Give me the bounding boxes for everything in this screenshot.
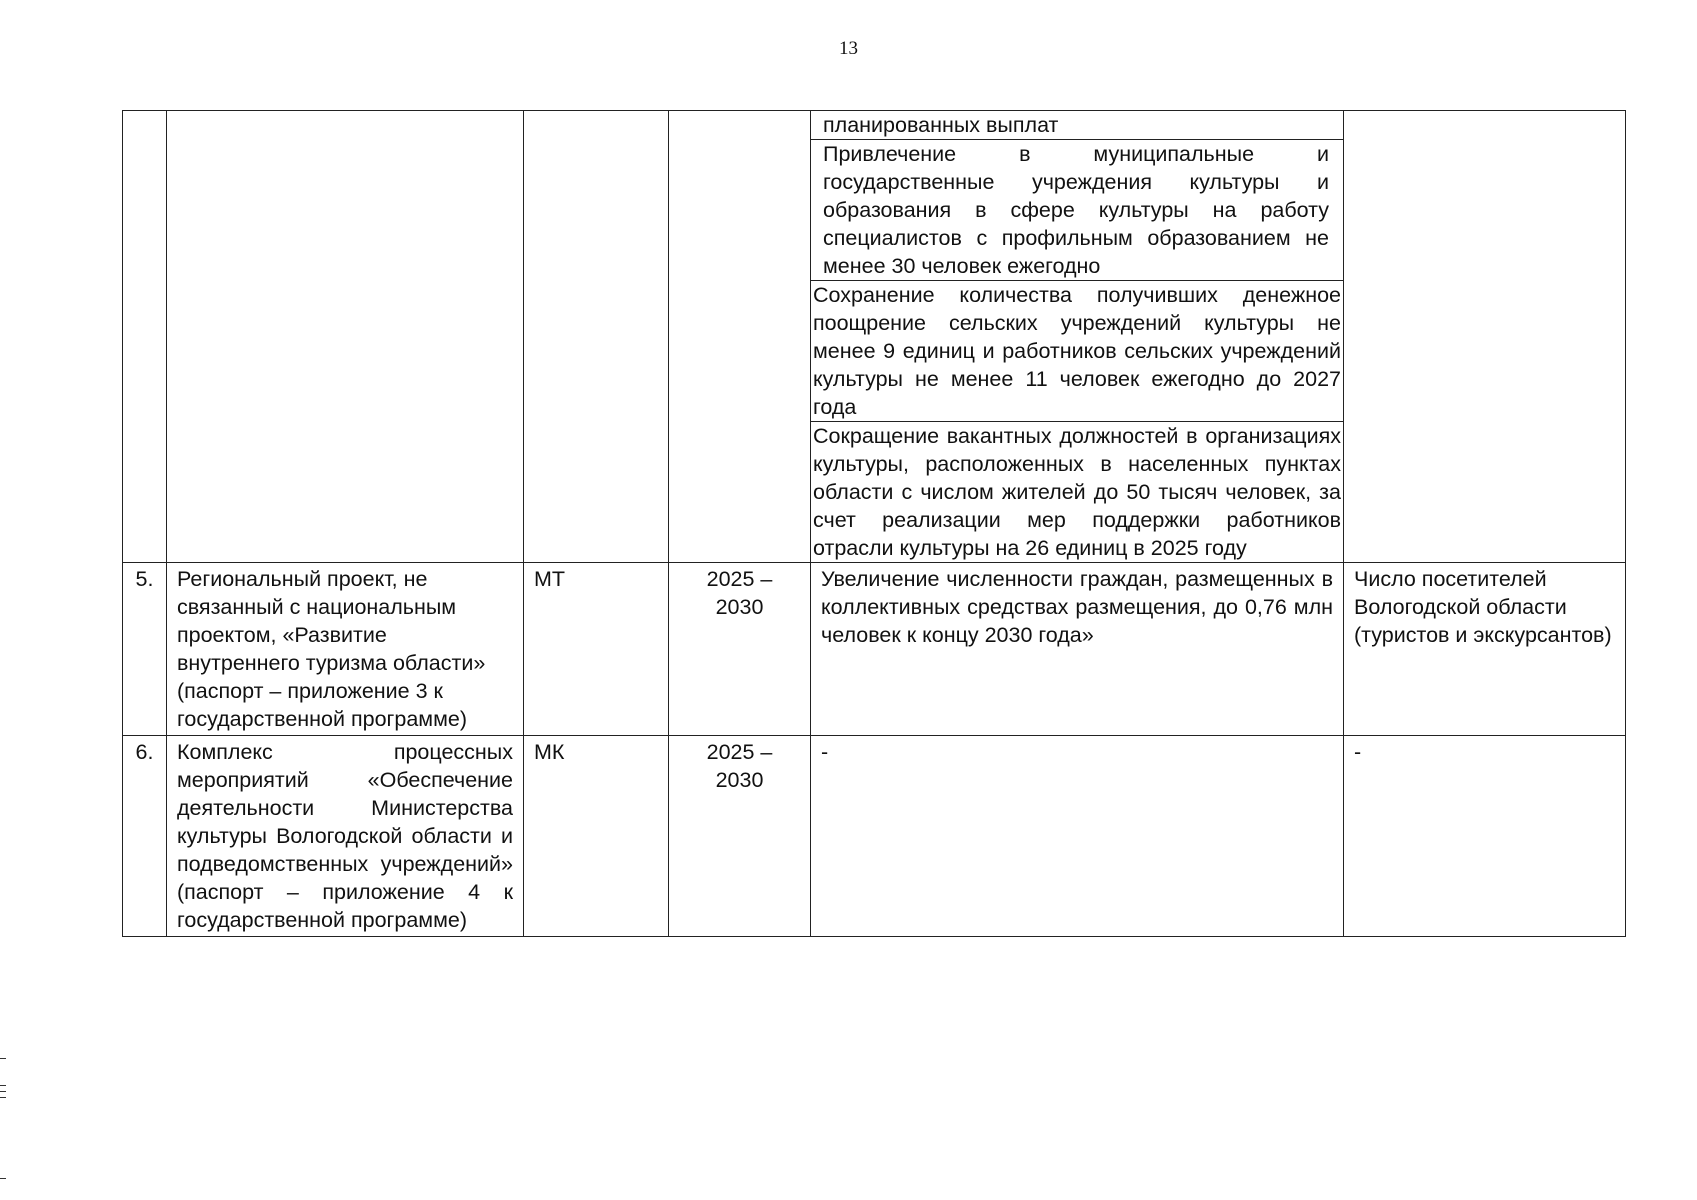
- term-start: 2025 –: [706, 740, 773, 764]
- list-item: [811, 281, 1343, 422]
- scan-mark: [0, 1058, 6, 1059]
- page-number: 13: [839, 38, 858, 59]
- list-item: [811, 140, 1343, 281]
- scan-mark: [0, 1085, 6, 1086]
- scan-mark: [0, 1091, 6, 1092]
- row-name: Комплекс процессных мероприятий «Обеспечение деятельности Министерства культуры Вологодской области и подведомственных учреждений» (паспорт – приложение 4 к государственной программе): [167, 736, 524, 937]
- row-name: Региональный проект, не связанный с национальным проектом, «Развитие внутреннего туризма области» (паспорт – приложение 3 к государственной программе): [167, 563, 524, 736]
- row-responsible: МК: [524, 736, 669, 937]
- program-table: [122, 110, 1626, 937]
- result-text: планированных выплат: [823, 113, 1059, 137]
- scan-mark: [0, 1097, 6, 1098]
- term-start: 2025 –: [706, 567, 773, 591]
- term-end: 2030: [715, 768, 764, 792]
- scan-mark: [0, 1178, 6, 1179]
- row-indicator: -: [1344, 736, 1626, 937]
- result-text: Привлечение в муниципальные и государственные учреждения культуры и образования в сфере культуры на работу специалистов с профильным образованием не менее 30 человек ежегодно: [811, 140, 1343, 281]
- cell-term: [669, 111, 811, 563]
- table-row: [123, 736, 1626, 937]
- result-text: Сохранение количества получивших денежное поощрение сельских учреждений культуры не менее 9 единиц и работников сельских учреждений культуры не менее 11 человек ежегодно до 2027 года: [811, 281, 1343, 422]
- cell-name: [167, 111, 524, 563]
- row-term: [669, 736, 811, 937]
- row-number: 5.: [123, 563, 167, 736]
- cell-responsible: [524, 111, 669, 563]
- cell-num: [123, 111, 167, 563]
- list-item: [811, 111, 1343, 140]
- cell-indicator: [1344, 111, 1626, 563]
- results-list: [811, 111, 1343, 562]
- row-indicator: Число посетителей Вологодской области (туристов и экскурсантов): [1344, 563, 1626, 736]
- table-row-continuation: [123, 111, 1626, 563]
- row-responsible: МТ: [524, 563, 669, 736]
- cell-results: [811, 111, 1344, 563]
- table-row: [123, 563, 1626, 736]
- term-end: 2030: [715, 595, 764, 619]
- row-number: 6.: [123, 736, 167, 937]
- row-result: Увеличение численности граждан, размещенных в коллективных средствах размещения, до 0,76 млн человек к концу 2030 года»: [811, 563, 1344, 736]
- row-result: -: [811, 736, 1344, 937]
- result-text: Сокращение вакантных должностей в организациях культуры, расположенных в населенных пунктах области с числом жителей до 50 тысяч человек, за счет реализации мер поддержки работников отрасли культуры на 26 единиц в 2025 году: [811, 422, 1343, 563]
- row-term: [669, 563, 811, 736]
- list-item: [811, 422, 1343, 563]
